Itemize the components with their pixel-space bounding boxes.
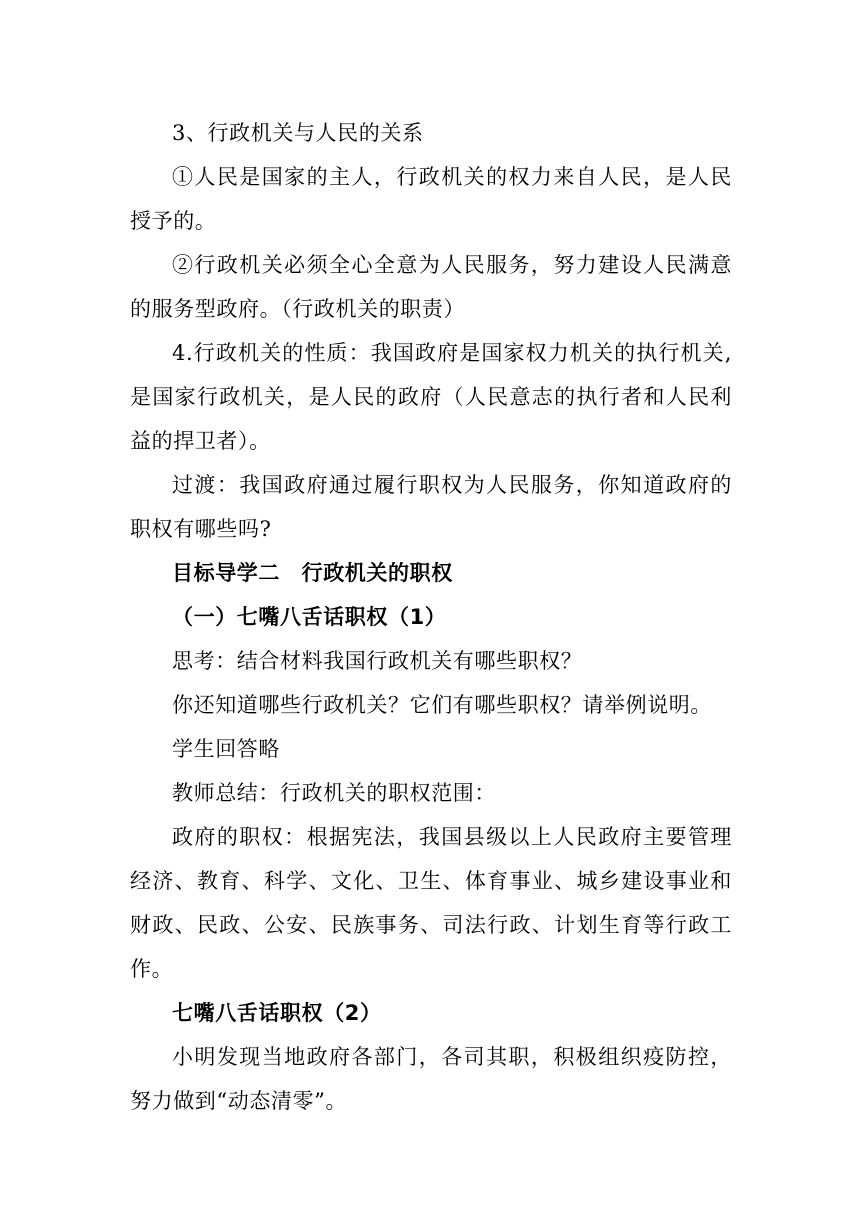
subsection-heading-powers-2: 七嘴八舌话职权（2） xyxy=(172,1001,382,1025)
paragraph-think-question: 思考：结合材料我国行政机关有哪些职权？ xyxy=(172,649,583,673)
heading-admin-people-relation: 3、行政机关与人民的关系 xyxy=(172,121,424,145)
section-heading-goal-two: 目标导学二 行政机关的职权 xyxy=(172,561,453,585)
paragraph-point-2: ②行政机关必须全心全意为人民服务，努力建设人民满意的服务型政府。（行政机关的职责） xyxy=(130,253,732,321)
subsection-heading-powers-1: （一）七嘴八舌话职权（1） xyxy=(172,605,447,629)
paragraph-teacher-summary: 教师总结：行政机关的职权范围： xyxy=(172,781,496,805)
paragraph-government-powers: 政府的职权：根据宪法，我国县级以上人民政府主要管理经济、教育、科学、文化、卫生、体育事业、城乡建设事业和财政、民政、公安、民族事务、司法行政、计划生育等行政工作。 xyxy=(130,825,732,981)
paragraph-other-agencies-question: 你还知道哪些行政机关？它们有哪些职权？请举例说明。 xyxy=(172,693,712,717)
paragraph-transition: 过渡：我国政府通过履行职权为人民服务，你知道政府的职权有哪些吗? xyxy=(130,473,732,541)
paragraph-xiaoming-case: 小明发现当地政府各部门，各司其职，积极组织疫防控，努力做到“动态清零”。 xyxy=(130,1045,732,1113)
paragraph-admin-nature: 4.行政机关的性质：我国政府是国家权力机关的执行机关,是国家行政机关，是人民的政府（人民意志的执行者和人民利益的捍卫者）。 xyxy=(130,341,732,453)
paragraph-point-1: ①人民是国家的主人，行政机关的权力来自人民，是人民授予的。 xyxy=(130,165,732,233)
paragraph-student-answer: 学生回答略 xyxy=(172,737,280,761)
